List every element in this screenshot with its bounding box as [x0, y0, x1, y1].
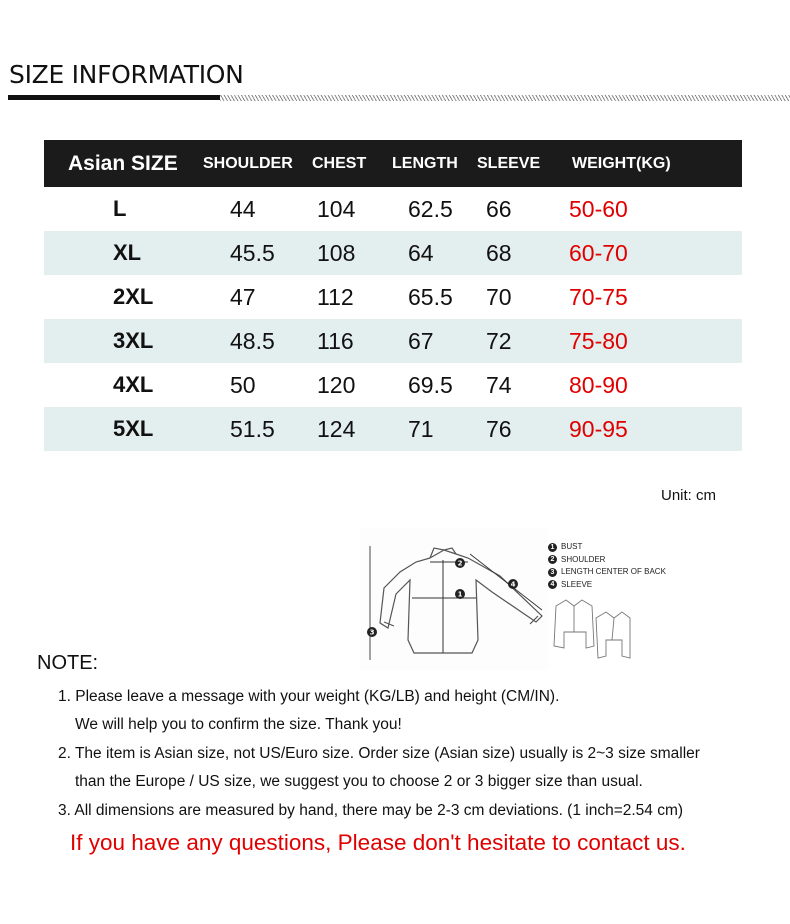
cell-length: 67: [408, 328, 434, 354]
cell-size: XL: [113, 240, 142, 265]
cell-shoulder: 47: [230, 284, 256, 310]
header-chest: CHEST: [312, 155, 367, 172]
header-asian-size: Asian SIZE: [68, 152, 178, 175]
note-line-3: 3. All dimensions are measured by hand, there may be 2-3 cm deviations. (1 inch=2.54 cm): [58, 802, 684, 819]
cell-weight: 75-80: [569, 328, 628, 354]
cell-length: 62.5: [408, 196, 453, 222]
title-divider: [8, 95, 790, 102]
cell-shoulder: 50: [230, 372, 256, 398]
note-line-1-cont: We will help you to confirm the size. Thank you!: [75, 716, 402, 733]
cell-sleeve: 70: [486, 284, 512, 310]
cell-shoulder: 44: [230, 196, 256, 222]
marker-2-label: 2: [457, 559, 463, 568]
table-row: [44, 407, 742, 451]
legend-item: [548, 579, 666, 592]
legend-number: 4: [548, 580, 557, 589]
cell-sleeve: 76: [486, 416, 512, 442]
header-weight: WEIGHT(KG): [572, 155, 671, 172]
cell-chest: 112: [317, 284, 354, 310]
cell-shoulder: 48.5: [230, 328, 275, 354]
cell-size: 2XL: [113, 284, 154, 309]
cell-weight: 70-75: [569, 284, 628, 310]
legend-label: LENGTH CENTER OF BACK: [561, 567, 666, 576]
cell-size: L: [113, 196, 127, 221]
legend-label: BUST: [561, 542, 583, 551]
cell-chest: 108: [317, 240, 356, 266]
legend-item: [548, 541, 666, 554]
cell-length: 65.5: [408, 284, 453, 310]
size-table: [44, 140, 742, 451]
cell-sleeve: 74: [486, 372, 512, 398]
cell-weight: 80-90: [569, 372, 628, 398]
cell-chest: 116: [317, 328, 354, 354]
legend-item: [548, 554, 666, 567]
marker-4-label: 4: [510, 580, 516, 589]
legend-label: SLEEVE: [561, 579, 593, 589]
cell-weight: 60-70: [569, 240, 628, 266]
legend-number: 1: [548, 543, 557, 552]
cell-shoulder: 51.5: [230, 416, 275, 442]
cell-size: 4XL: [113, 372, 154, 397]
table-header: [44, 140, 742, 187]
cell-sleeve: 66: [486, 196, 512, 222]
cell-size: 3XL: [113, 328, 154, 353]
cell-weight: 90-95: [569, 416, 628, 442]
marker-3-label: 3: [369, 628, 375, 637]
table-row: [44, 187, 742, 231]
cell-weight: 50-60: [569, 196, 628, 222]
blazer-sketch-icon: [596, 612, 630, 658]
table-row: [44, 363, 742, 407]
table-row: [44, 231, 742, 275]
legend-item: [548, 566, 666, 579]
note-line-2-cont: than the Europe / US size, we suggest you to choose 2 or 3 bigger size than usual.: [75, 773, 643, 790]
header-sleeve: SLEEVE: [477, 155, 541, 172]
jacket-sketch-icon: [554, 600, 594, 648]
marker-1-label: 1: [457, 590, 463, 599]
cell-sleeve: 68: [486, 240, 512, 266]
unit-label: Unit: cm: [661, 487, 717, 504]
cell-chest: 120: [317, 372, 356, 398]
contact-message: If you have any questions, Please don't hesitate to contact us.: [70, 830, 686, 855]
cell-chest: 104: [317, 196, 356, 222]
cell-shoulder: 45.5: [230, 240, 275, 266]
legend-number: 3: [548, 568, 557, 577]
measurement-legend: [548, 541, 666, 591]
cell-length: 71: [408, 416, 434, 442]
cell-length: 69.5: [408, 372, 453, 398]
note-line-1: 1. Please leave a message with your weight (KG/LB) and height (CM/IN).: [58, 688, 560, 705]
legend-number: 2: [548, 555, 557, 564]
note-line-2: 2. The item is Asian size, not US/Euro size. Order size (Asian size) usually is 2~3 size smaller: [58, 745, 700, 762]
cell-chest: 124: [317, 416, 356, 442]
page-title: SIZE INFORMATION: [9, 60, 244, 89]
table-row: [44, 319, 742, 363]
table-row: [44, 275, 742, 319]
cell-size: 5XL: [113, 416, 154, 441]
cell-sleeve: 72: [486, 328, 512, 354]
cell-length: 64: [408, 240, 434, 266]
header-shoulder: SHOULDER: [203, 155, 293, 172]
legend-label: SHOULDER: [561, 554, 606, 564]
header-length: LENGTH: [392, 155, 458, 172]
note-label: NOTE:: [37, 652, 99, 674]
